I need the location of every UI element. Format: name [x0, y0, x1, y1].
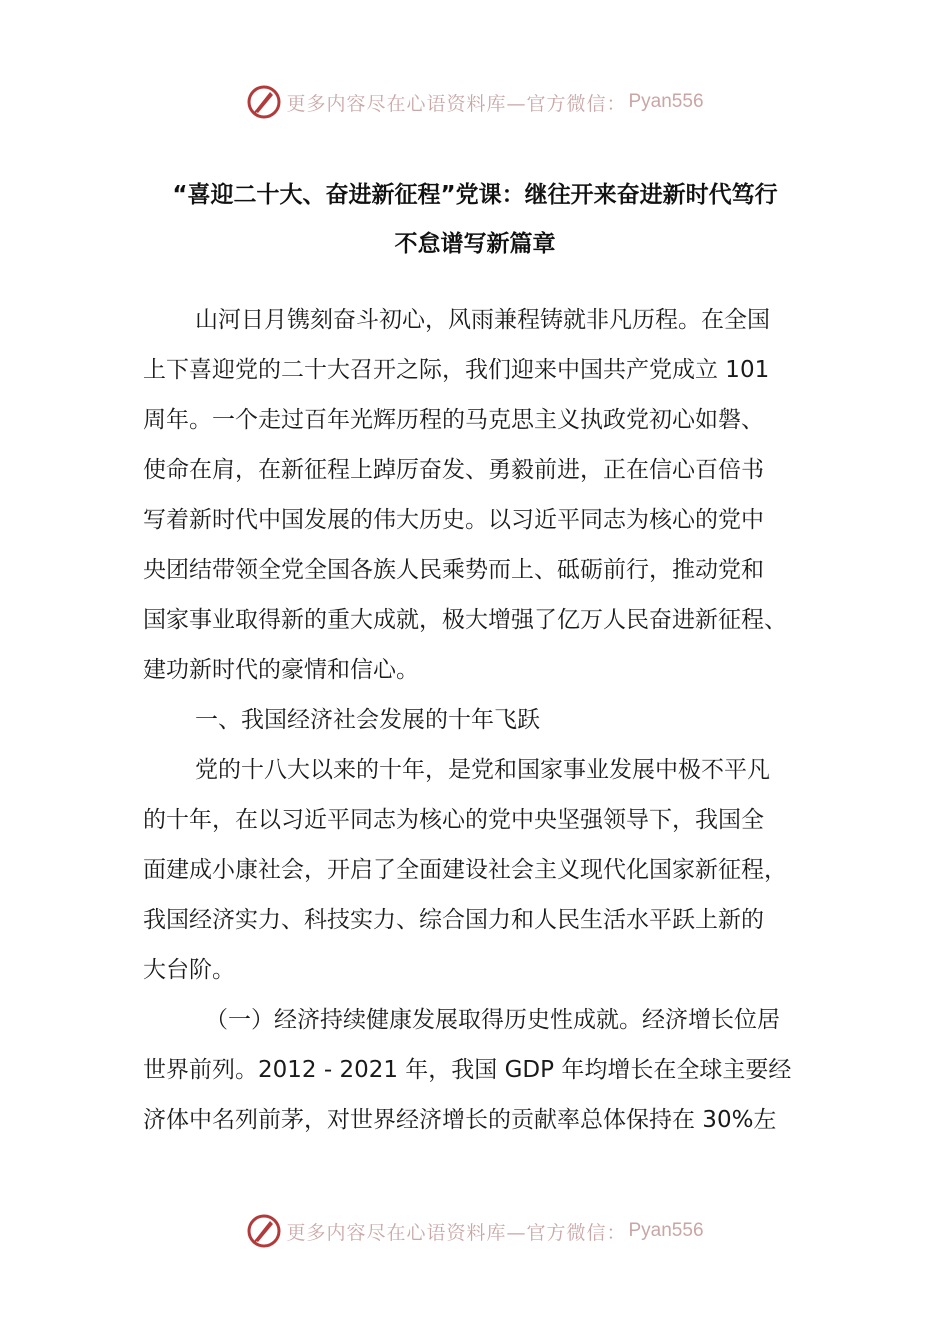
text-line: 党的十八大以来的十年，是党和国家事业发展中极不平凡 — [195, 757, 770, 783]
text-line: 面建成小康社会，开启了全面建设社会主义现代化国家新征程， — [143, 857, 787, 883]
text-line: 济体中名列前茅，对世界经济增长的贡献率总体保持在 30%左 — [143, 1107, 777, 1133]
text-line: 上下喜迎党的二十大召开之际，我们迎来中国共产党成立 101 — [143, 357, 770, 383]
watermark-wechat-id: Pyan556 — [628, 1220, 704, 1241]
text-line: 央团结带领全党全国各族人民乘势而上、砥砺前行，推动党和 — [143, 557, 764, 583]
text-line: 建功新时代的豪情和信心。 — [143, 657, 419, 683]
watermark-wechat-id: Pyan556 — [628, 91, 704, 112]
quill-logo-icon — [246, 84, 282, 120]
text-line: 世界前列。2012 - 2021 年，我国 GDP 年均增长在全球主要经 — [143, 1057, 792, 1083]
text-line: 国家事业取得新的重大成就，极大增强了亿万人民奋进新征程、 — [143, 607, 787, 633]
header-watermark — [0, 82, 950, 122]
text-line: 写着新时代中国发展的伟大历史。以习近平同志为核心的党中 — [143, 507, 764, 533]
section-heading: 一、我国经济社会发展的十年飞跃 — [195, 707, 540, 733]
watermark-text: 更多内容尽在心语资料库—官方微信： — [286, 1221, 627, 1244]
watermark-text: 更多内容尽在心语资料库—官方微信： — [286, 92, 627, 115]
quill-logo-icon — [246, 1213, 282, 1249]
text-line: 周年。一个走过百年光辉历程的马克思主义执政党初心如磐、 — [143, 407, 764, 433]
text-line: 的十年，在以习近平同志为核心的党中央坚强领导下，我国全 — [143, 807, 764, 833]
document-body — [143, 295, 808, 1145]
footer-watermark — [0, 1211, 950, 1251]
text-line: 大台阶。 — [143, 957, 235, 983]
text-line: 我国经济实力、科技实力、综合国力和人民生活水平跃上新的 — [143, 907, 764, 933]
document-title-line-1: “喜迎二十大、奋进新征程”党课：继往开来奋进新时代笃行 — [172, 182, 778, 208]
text-line: 山河日月镌刻奋斗初心，风雨兼程铸就非凡历程。在全国 — [195, 307, 770, 333]
document-title-line-2: 不怠谱写新篇章 — [394, 231, 556, 257]
text-line: 使命在肩，在新征程上踔厉奋发、勇毅前进，正在信心百倍书 — [143, 457, 764, 483]
subsection-line: （一）经济持续健康发展取得历史性成就。经济增长位居 — [205, 1007, 780, 1033]
